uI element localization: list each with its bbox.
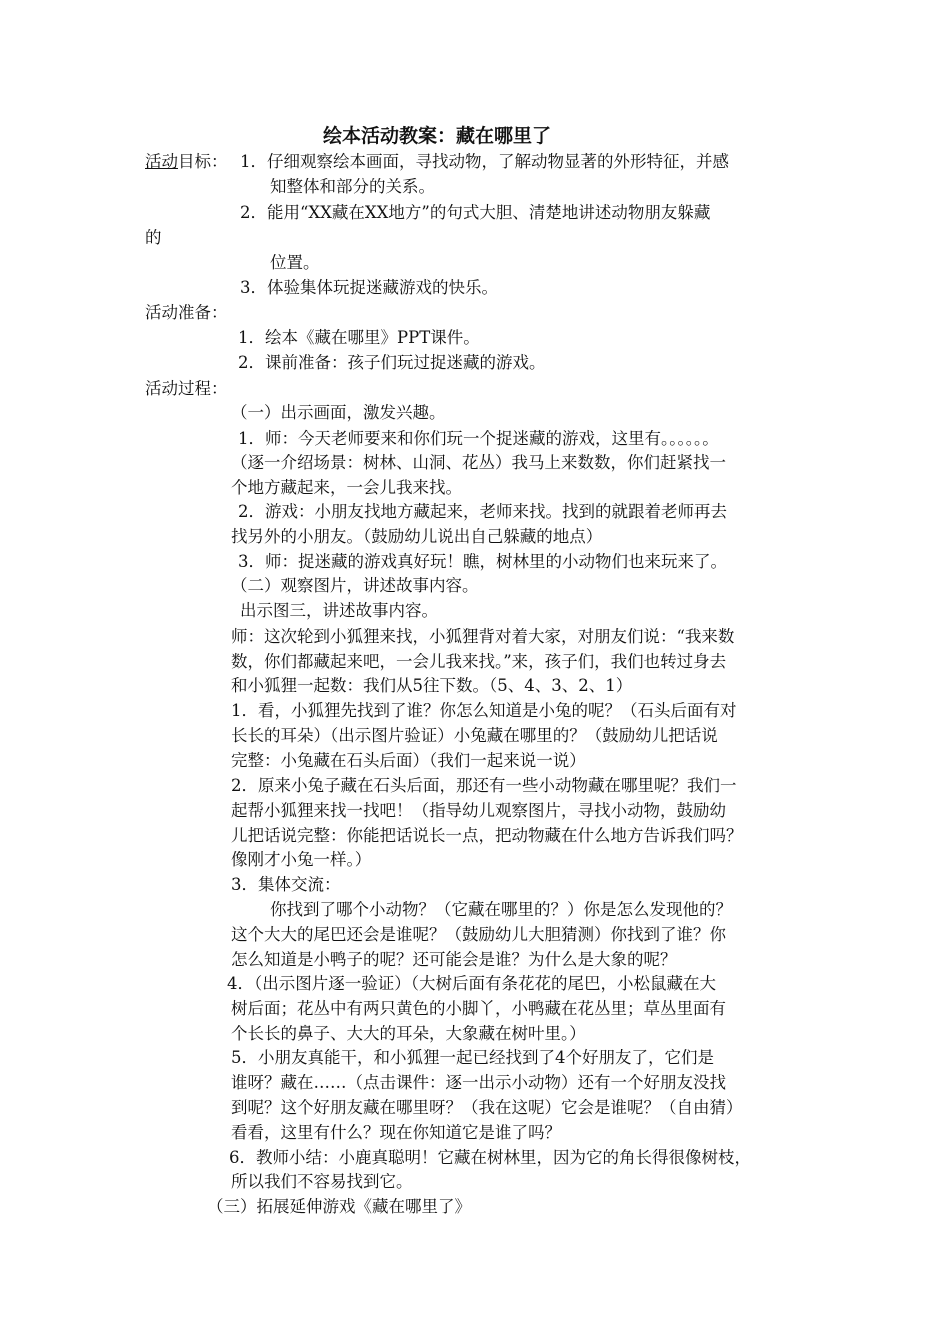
goal-2-wrap: 的	[145, 228, 162, 247]
paragraph-line: 3．师：捉迷藏的游戏真好玩！瞧，树林里的小动物们也来玩来了。	[238, 552, 727, 571]
paragraph-line: 怎么知道是小鸭子的呢？还可能会是谁？为什么是大象的呢？	[231, 950, 677, 969]
paragraph-line: 出示图三，讲述故事内容。	[240, 601, 438, 620]
paragraph-line: 这个大大的尾巴还会是谁呢？（鼓励幼儿大胆猜测）你找到了谁？你	[231, 925, 726, 944]
paragraph-line: 3．集体交流：	[231, 875, 341, 894]
paragraph-line: 你找到了哪个小动物？（它藏在哪里的？）你是怎么发现他的？	[270, 900, 732, 919]
paragraph-line: 4．（出示图片逐一验证）（大树后面有条花花的尾巴，小松鼠藏在大	[227, 974, 716, 993]
paragraph-line: 个地方藏起来，一会儿我来找。	[231, 478, 462, 497]
section-3-heading: （三）拓展延伸游戏《藏在哪里了》	[207, 1197, 471, 1216]
paragraph-line: 谁呀？藏在……（点击课件：逐一出示小动物）还有一个好朋友没找	[231, 1073, 726, 1092]
paragraph-line: （逐一介绍场景：树林、山洞、花丛）我马上来数数，你们赶紧找一	[231, 453, 726, 472]
goal-2-cont: 位置。	[270, 253, 320, 272]
paragraph-line: 儿把话说完整：你能把话说长一点，把动物藏在什么地方告诉我们吗？	[231, 826, 743, 845]
goals-label-rest: 目标：	[178, 152, 228, 171]
goal-1-cont: 知整体和部分的关系。	[270, 177, 435, 196]
paragraph-line: 所以我们不容易找到它。	[231, 1172, 413, 1191]
paragraph-line: 个长长的鼻子、大大的耳朵，大象藏在树叶里。）	[231, 1024, 586, 1043]
prep-label: 活动准备：	[145, 303, 228, 322]
paragraph-line: 1．师：今天老师要来和你们玩一个捉迷藏的游戏，这里有。。。。。。	[238, 429, 719, 448]
paragraph-line: 数，你们都藏起来吧，一会儿我来找。”来，孩子们，我们也转过身去	[231, 652, 727, 671]
section-2-heading: （二）观察图片，讲述故事内容。	[231, 576, 479, 595]
paragraph-line: 到呢？这个好朋友藏在哪里呀？（我在这呢）它会是谁呢？（自由猜）	[231, 1098, 743, 1117]
goal-1: 1．仔细观察绘本画面，寻找动物，了解动物显著的外形特征，并感	[240, 152, 729, 171]
section-1-heading: （一）出示画面，激发兴趣。	[231, 403, 446, 422]
paragraph-line: 完整：小兔藏在石头后面）（我们一起来说一说）	[231, 751, 586, 770]
doc-title: 绘本活动教案：藏在哪里了	[323, 125, 552, 147]
paragraph-line: 师：这次轮到小狐狸来找，小狐狸背对着大家，对朋友们说：“我来数	[231, 627, 735, 646]
paragraph-line: 长长的耳朵）（出示图片验证）小兔藏在哪里的？（鼓励幼儿把话说	[231, 726, 718, 745]
goals-label	[145, 150, 228, 174]
paragraph-line: 起帮小狐狸来找一找吧！（指导幼儿观察图片，寻找小动物，鼓励幼	[231, 801, 726, 820]
paragraph-line: 2．游戏：小朋友找地方藏起来，老师来找。找到的就跟着老师再去	[238, 502, 727, 521]
paragraph-line: 5．小朋友真能干，和小狐狸一起已经找到了4个好朋友了，它们是	[231, 1048, 714, 1067]
prep-1: 1．绘本《藏在哪里》PPT课件。	[238, 328, 480, 347]
prep-2: 2．课前准备：孩子们玩过捉迷藏的游戏。	[238, 353, 546, 372]
paragraph-line: 看看，这里有什么？现在你知道它是谁了吗？	[231, 1123, 561, 1142]
goals-label-underlined: 活动	[145, 152, 178, 171]
paragraph-line: 找另外的小朋友。（鼓励幼儿说出自己躲藏的地点）	[231, 527, 603, 546]
paragraph-line: 像刚才小兔一样。）	[231, 850, 372, 869]
paragraph-line: 2．原来小兔子藏在石头后面，那还有一些小动物藏在哪里呢？我们一	[231, 776, 737, 795]
goal-3: 3．体验集体玩捉迷藏游戏的快乐。	[240, 278, 498, 297]
paragraph-line: 和小狐狸一起数：我们从5往下数。（5、4、3、2、1）	[231, 676, 633, 695]
paragraph-line: 1．看，小狐狸先找到了谁？你怎么知道是小兔的呢？（石头后面有对	[231, 701, 737, 720]
goal-2: 2．能用“XX藏在XX地方”的句式大胆、清楚地讲述动物朋友躲藏	[240, 203, 711, 222]
paragraph-line: 树后面；花丛中有两只黄色的小脚丫，小鸭藏在花丛里；草丛里面有	[231, 999, 726, 1018]
process-label: 活动过程：	[145, 379, 228, 398]
paragraph-line: 6．教师小结：小鹿真聪明！它藏在树林里，因为它的角长得很像树枝，	[229, 1148, 751, 1167]
